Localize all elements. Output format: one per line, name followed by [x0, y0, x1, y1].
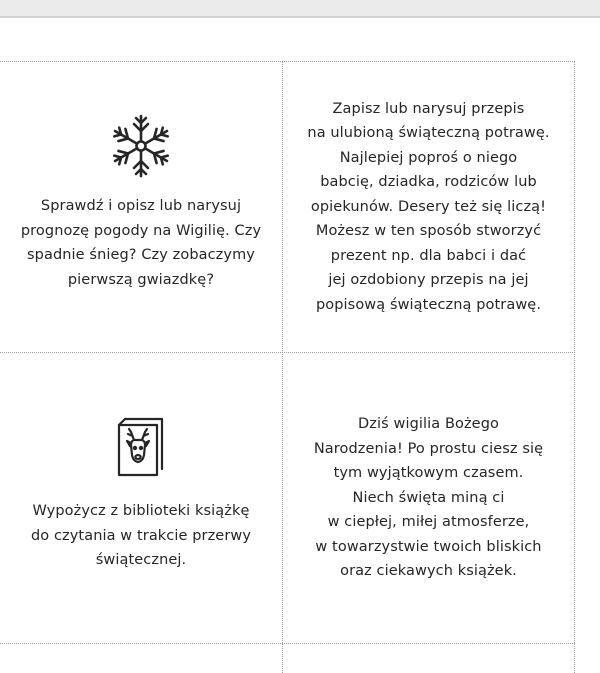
card-recipe-text: Zapisz lub narysuj przepis na ulubioną świąteczną potrawę. Najlepiej poproś o niego babcię, dziadka, rodziców lub opiekunów. Desery też się liczą! Możesz w ten sposób stworzyć prezent np. dla babci i dać jej ozdobiony przepis na jej popisową świąteczną potrawę. — [307, 100, 550, 313]
card-weather-text: Sprawdź i opisz lub narysuj prognozę pogody na Wigilię. Czy spadnie śnieg? Czy zobaczymy pierwszą gwiazdkę? — [20, 198, 262, 288]
card-christmas-eve-text: Dziś wigilia Bożego Narodzenia! Po prostu ciesz się tym wyjątkowym czasem. Niech święta miną ci w ciepłej, miłej atmosferze, w towarzystwie twoich bliskich oraz ciekawych książek. — [313, 416, 544, 580]
card-library — [0, 353, 282, 643]
card-recipe — [283, 62, 574, 352]
cut-line-bottom — [0, 643, 575, 644]
viewer-top-bar — [0, 0, 600, 18]
cut-line-right-edge — [574, 61, 575, 673]
card-library-text: Wypożycz z biblioteki książkę do czytania w trakcie przerwy świątecznej. — [30, 503, 252, 569]
printable-card-sheet — [0, 18, 600, 673]
card-weather — [0, 62, 282, 352]
snowflake-icon — [107, 112, 175, 180]
reindeer-card-icon — [116, 417, 166, 479]
card-christmas-eve — [283, 353, 574, 643]
